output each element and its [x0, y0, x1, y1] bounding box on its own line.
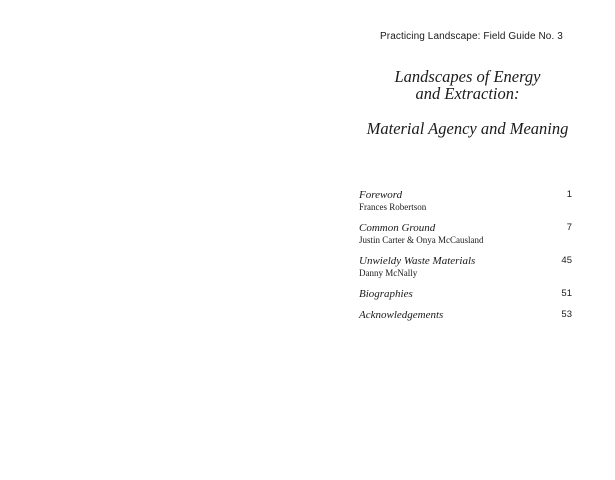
- toc-entry-title: Unwieldy Waste Materials: [359, 255, 476, 267]
- toc-entry-title: Acknowledgements: [359, 309, 444, 321]
- toc-entry: [359, 222, 572, 246]
- toc-entry-page: 51: [561, 288, 572, 299]
- toc-entry-title: Biographies: [359, 288, 413, 300]
- toc-entry-page: 1: [566, 189, 572, 200]
- toc-entry: [359, 309, 572, 322]
- toc-entry-page: 45: [561, 255, 572, 266]
- toc-entry: [359, 255, 572, 279]
- toc-entry-author: Justin Carter & Onya McCausland: [359, 235, 484, 245]
- toc-entry-author: Frances Robertson: [359, 202, 427, 212]
- toc-entry-title: Common Ground: [359, 222, 436, 234]
- series-header: Practicing Landscape: Field Guide No. 3: [380, 31, 563, 42]
- book-title-line-2: and Extraction:: [415, 84, 520, 103]
- toc-entry-page: 7: [566, 222, 572, 233]
- toc-entry: [359, 288, 572, 301]
- book-title-line-1: Landscapes of Energy: [394, 67, 541, 86]
- toc-entry-title: Foreword: [359, 189, 403, 201]
- toc-entry-author: Danny McNally: [359, 268, 418, 278]
- toc-entry-page: 53: [561, 309, 572, 320]
- book-subtitle: Material Agency and Meaning: [366, 119, 569, 138]
- table-of-contents: [359, 189, 572, 331]
- toc-entry: [359, 189, 572, 213]
- book-title: [345, 68, 590, 102]
